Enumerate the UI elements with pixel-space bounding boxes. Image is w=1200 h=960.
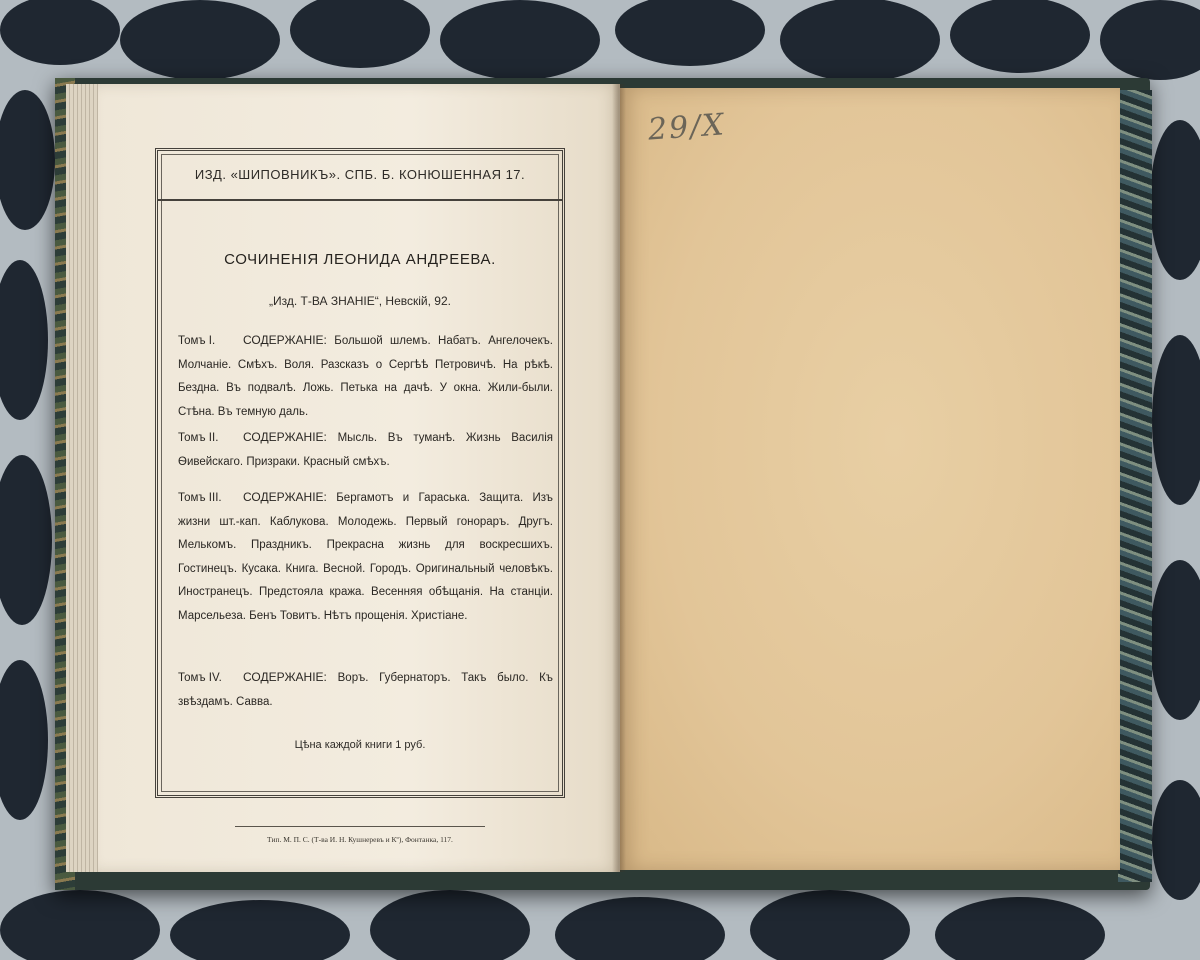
volume-entry — [178, 666, 553, 714]
cover-marbled-edge-right — [1118, 90, 1152, 882]
printer-imprint: Тип. М. П. С. (Т-ва И. Н. Кушнеревъ и Кº), Фонтанка, 117. — [267, 835, 453, 844]
advertisement-frame — [155, 148, 565, 798]
volume-heading: СОДЕРЖАНІЕ: — [243, 430, 327, 444]
volume-contents: Бергамотъ и Гараська. Защита. Изъ жизни шт.-кап. Каблукова. Молодежь. Первый гонораръ. Другъ. Мелькомъ. Праздникъ. Прекрасна жизнь для воскресшихъ. Гостинецъ. Кусака. Книга. Весной. Городъ. Оригинальный человѣкъ. Иностранецъ. Предстояла кража. Весенняя обѣщанія. На станціи. Марсельеза. Бенъ Товитъ. Нѣтъ прощенія. Христіане. — [178, 492, 553, 622]
volume-label: Томъ III. — [178, 492, 222, 504]
printer-rule — [235, 826, 485, 827]
volume-heading: СОДЕРЖАНІЕ: — [243, 670, 327, 684]
volume-heading: СОДЕРЖАНІЕ: — [243, 333, 327, 347]
right-page — [620, 88, 1120, 870]
volume-entry — [178, 486, 553, 628]
edition-line: „Изд. Т-ВА ЗНАНІЕ“, Невскій, 92. — [269, 294, 451, 308]
price-line: Цѣна каждой книги 1 руб. — [294, 739, 426, 751]
book-gutter — [612, 84, 626, 872]
handwritten-pencil-mark: 29/Ⅹ — [646, 107, 727, 148]
publisher-header: ИЗД. «ШИПОВНИКЪ». СПБ. Б. КОНЮШЕННАЯ 17. — [194, 167, 526, 182]
volume-label: Томъ IV. — [178, 672, 222, 684]
header-rule — [158, 199, 562, 201]
volume-label: Томъ II. — [178, 432, 219, 444]
volume-contents: Мысль. Въ туманѣ. Жизнь Василія Ѳивейскаго. Призраки. Красный смѣхъ. — [178, 432, 553, 468]
volume-contents: Воръ. Губернаторъ. Такъ было. Къ звѣздамъ. Савва. — [178, 672, 553, 708]
volume-contents: Большой шлемъ. Набатъ. Ангелочекъ. Молчаніе. Смѣхъ. Воля. Разсказъ о Сергѣѣ Петровичѣ. На рѣкѣ. Бездна. Въ подвалѣ. Ложь. Петька на дачѣ. У окна. Жили-были. Стѣна. Въ темную даль. — [178, 335, 553, 418]
volume-label: Томъ I. — [178, 335, 216, 347]
works-title: СОЧИНЕНІЯ ЛЕОНИДА АНДРЕЕВА. — [224, 251, 496, 268]
volume-entry — [178, 426, 553, 474]
volume-entry — [178, 329, 553, 424]
volume-heading: СОДЕРЖАНІЕ: — [243, 490, 327, 504]
